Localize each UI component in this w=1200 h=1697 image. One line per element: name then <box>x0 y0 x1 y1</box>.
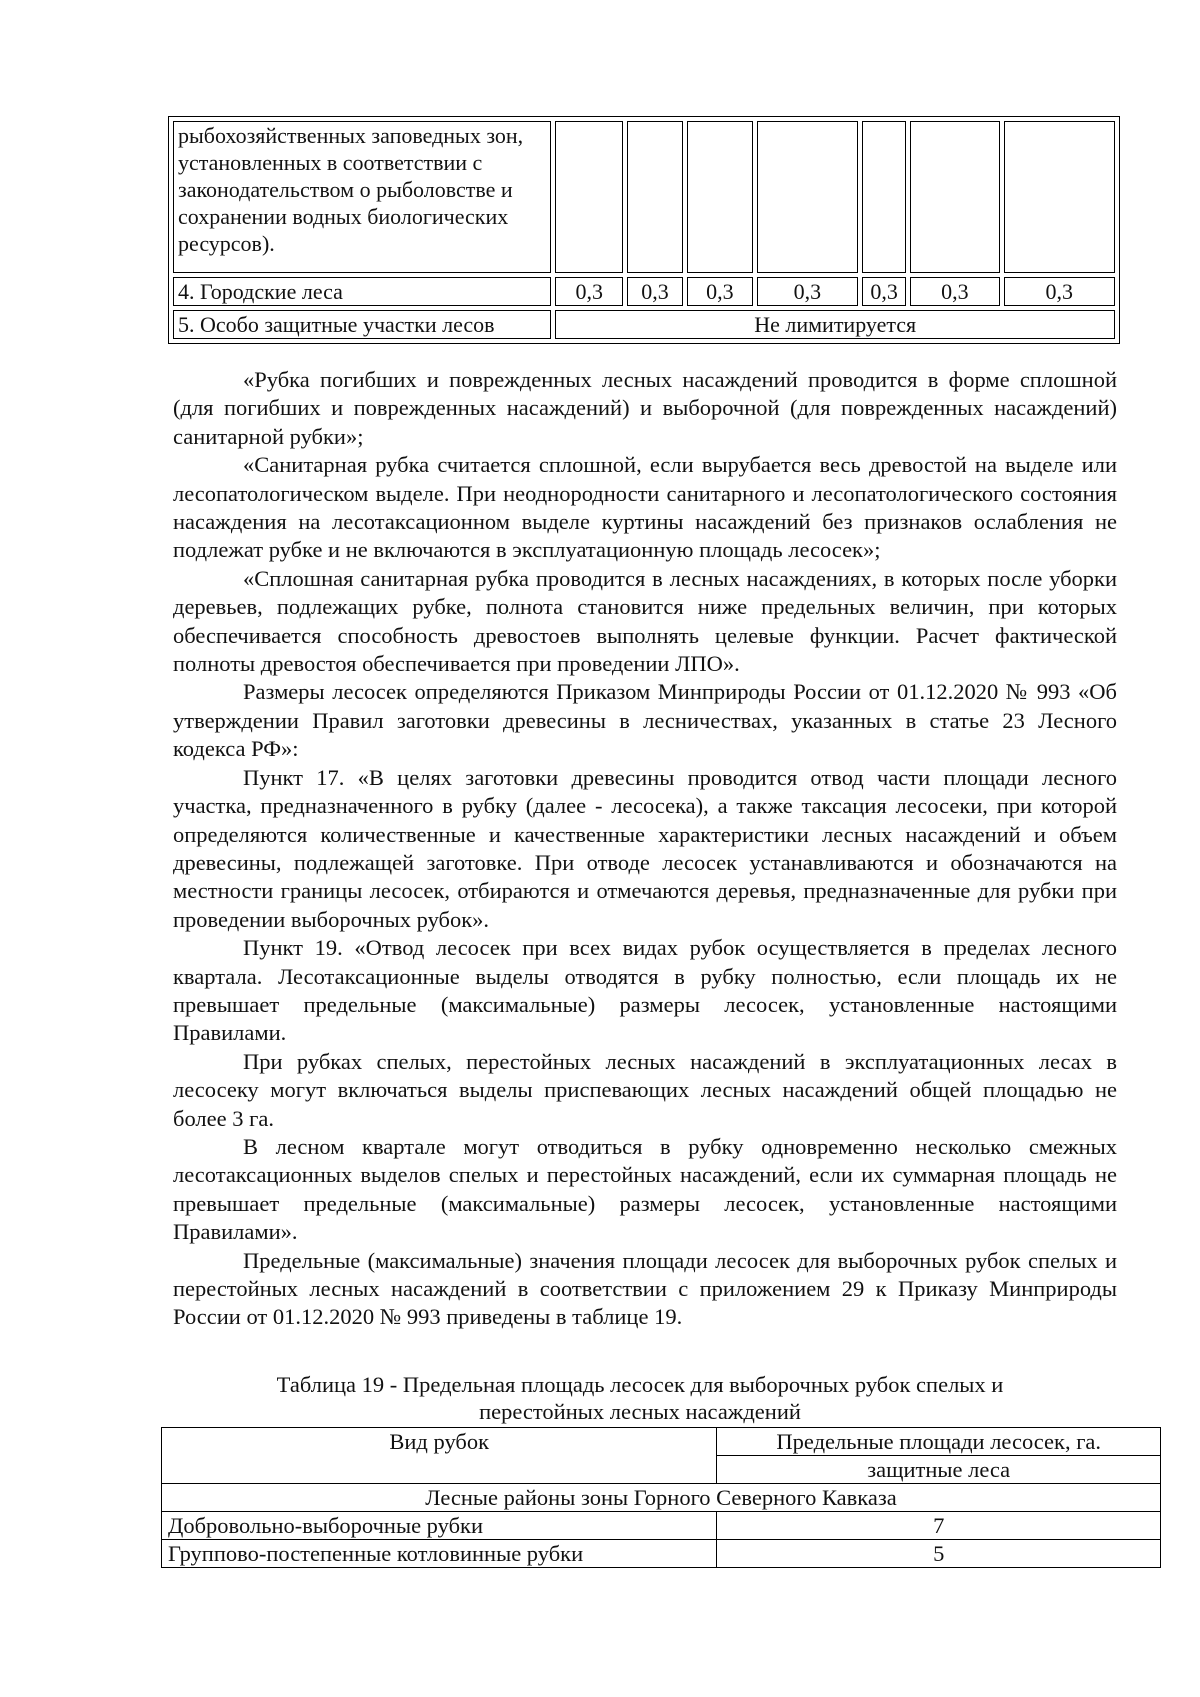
paragraph: При рубках спелых, перестойных лесных насаждений в эксплуатационных лесах в лесосеку могут включаться выделы приспевающих лесных насаждений общей площадью не более 3 га. <box>173 1048 1117 1131</box>
paragraph: Предельные (максимальные) значения площади лесосек для выборочных рубок спелых и перестойных лесных насаждений в соответствии с приложением 29 к Приказу Минприроды России от 01.12.2020 № 993 приведены в таблице 19. <box>173 1247 1117 1330</box>
table-row <box>162 1512 1161 1540</box>
header-cell: Предельные площади лесосек, га. <box>717 1428 1161 1456</box>
paragraph: Пункт 19. «Отвод лесосек при всех видах рубок осуществляется в пределах лесного квартала. Лесотаксационные выделы отводятся в рубку полностью, если площадь их не превышает предельные (максимальные) размеры лесосек, установленные настоящими Правилами. <box>173 935 1117 1046</box>
paragraph: Размеры лесосек определяются Приказом Минприроды России от 01.12.2020 № 993 «Об утверждении Правил заготовки древесины в лесничествах, указанных в статье 23 Лесного кодекса РФ»: <box>173 679 1117 762</box>
table-row <box>162 1428 1161 1456</box>
table-row <box>173 277 1115 306</box>
table-cell <box>757 121 858 273</box>
table-cell-category: 5. Особо защитные участки лесов <box>173 310 551 339</box>
table-row <box>162 1484 1161 1512</box>
table-cell-value: 0,3 <box>1004 277 1115 306</box>
table-cell: 5 <box>717 1540 1161 1568</box>
body-text <box>173 366 1117 1332</box>
table-cell-value: 0,3 <box>627 277 683 306</box>
header-cell: защитные леса <box>717 1456 1161 1484</box>
table-cell: Группово-постепенные котловинные рубки <box>162 1540 717 1568</box>
table-cell-value: 0,3 <box>555 277 623 306</box>
table-caption-line: Таблица 19 - Предельная площадь лесосек для выборочных рубок спелых и <box>276 1372 1004 1397</box>
table-row <box>162 1540 1161 1568</box>
table-cell <box>862 121 906 273</box>
table-cell <box>555 121 623 273</box>
table-cell-value: Не лимитируется <box>555 310 1115 339</box>
table-cell-value: 0,3 <box>757 277 858 306</box>
table-caption <box>160 1371 1120 1425</box>
table-cell-category: 4. Городские леса <box>173 277 551 306</box>
paragraph: «Сплошная санитарная рубка проводится в лесных насаждениях, в которых после уборки деревьев, подлежащих рубке, полнота становится ниже предельных величин, при которых обеспечивается способность древостоев выполнять целевые функции. Расчет фактической полноты древостоя обеспечивается при проведении ЛПО». <box>173 565 1117 677</box>
section-cell: Лесные районы зоны Горного Северного Кавказа <box>162 1484 1161 1512</box>
forest-limits-table <box>168 116 1120 344</box>
table-19 <box>161 1427 1161 1568</box>
table-cell-value: 0,3 <box>687 277 753 306</box>
table-row <box>173 310 1115 339</box>
table-cell <box>910 121 1000 273</box>
table-row <box>173 121 1115 273</box>
table-cell-category: рыбохозяйственных заповедных зон, установленных в соответствии с законодательством о рыболовстве и сохранении водных биологических ресурсов). <box>173 121 551 273</box>
paragraph: «Рубка погибших и поврежденных лесных насаждений проводится в форме сплошной (для погибших и поврежденных насаждений) и выборочной (для поврежденных насаждений) санитарной рубки»; <box>173 367 1117 449</box>
table-caption-line: перестойных лесных насаждений <box>479 1399 801 1424</box>
paragraph: В лесном квартале могут отводиться в рубку одновременно несколько смежных лесотаксационных выделов спелых и перестойных насаждений, если их суммарная площадь не превышает предельные (максимальные) размеры лесосек, установленные настоящими Правилами». <box>173 1133 1117 1245</box>
table-cell-value: 0,3 <box>910 277 1000 306</box>
header-cell: Вид рубок <box>162 1428 717 1484</box>
table-cell <box>1004 121 1115 273</box>
paragraph: Пункт 17. «В целях заготовки древесины проводится отвод части площади лесного участка, предназначенного в рубку (далее - лесосека), а также таксация лесосеки, при которой определяются количественные и качественные характеристики лесных насаждений и объем древесины, подлежащей заготовке. При отводе лесосек устанавливаются и обозначаются на местности границы лесосек, отбираются и отмечаются деревья, предназначенные для рубки при проведении выборочных рубок». <box>173 764 1117 932</box>
table-cell: Добровольно-выборочные рубки <box>162 1512 717 1540</box>
table-cell <box>687 121 753 273</box>
table-cell-value: 0,3 <box>862 277 906 306</box>
paragraph: «Санитарная рубка считается сплошной, если вырубается весь древостой на выделе или лесопатологическом выделе. При неоднородности санитарного и лесопатологического состояния насаждения на лесотаксационном выделе куртины насаждений без признаков ослабления не подлежат рубке и не включаются в эксплуатационную площадь лесосек»; <box>173 452 1117 563</box>
table-cell <box>627 121 683 273</box>
table-cell: 7 <box>717 1512 1161 1540</box>
